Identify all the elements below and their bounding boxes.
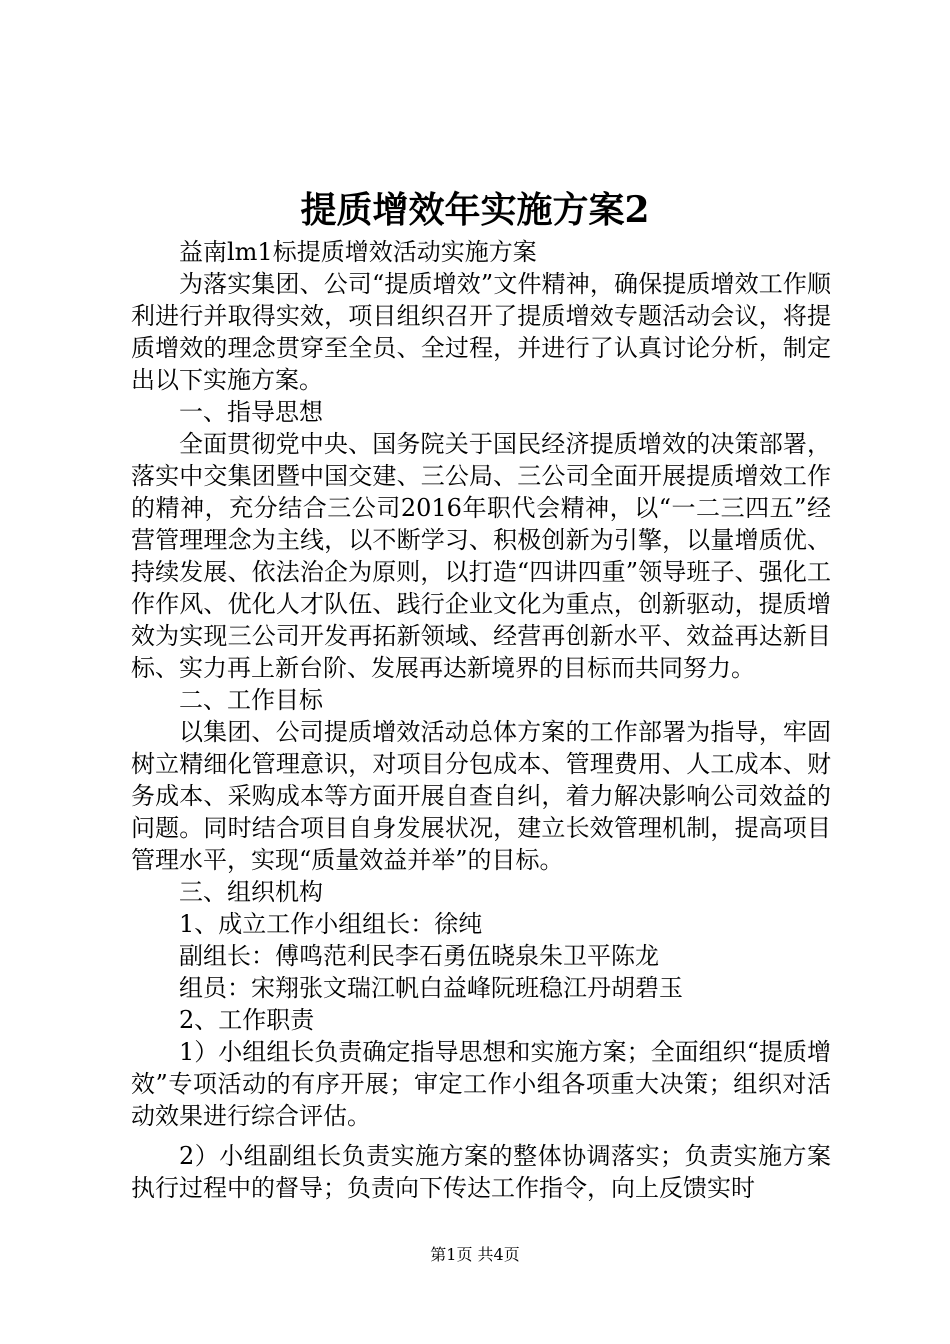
paragraph-team-members: 组员：宋翔张文瑞江帆白益峰阮班稳江丹胡碧玉 [179, 974, 683, 1002]
paragraph-work-goals: 以集团、公司提质增效活动总体方案的工作部署为指导，牢固树立精细化管理意识，对项目分包成本、管理费用、人工成本、财务成本、采购成本等方面开展自查自纠，着力解决影响公司效益的问题。同时结合项目自身发展状况，建立长效管理机制，提高项目管理水平，实现“质量效益并举”的目标。 [131, 718, 831, 874]
document-title: 提质增效年实施方案2 [300, 189, 650, 231]
paragraph-deputy-leaders: 副组长：傅鸣范利民李石勇伍晓泉朱卫平陈龙 [179, 942, 659, 970]
section-heading-guiding-ideology: 一、指导思想 [179, 398, 323, 426]
paragraph-subtitle: 益南lm1标提质增效活动实施方案 [179, 238, 537, 266]
page-number-footer: 第1页 共4页 [430, 1245, 520, 1264]
paragraph-team-leader: 1、成立工作小组组长：徐纯 [179, 910, 483, 938]
subsection-heading-duties: 2、工作职责 [179, 1006, 315, 1034]
section-heading-organization: 三、组织机构 [179, 878, 323, 906]
paragraph-duty-leader: 1）小组组长负责确定指导思想和实施方案；全面组织“提质增效”专项活动的有序开展；审定工作小组各项重大决策；组织对活动效果进行综合评估。 [131, 1038, 831, 1130]
document-body [131, 236, 831, 1204]
section-heading-work-goals: 二、工作目标 [179, 686, 323, 714]
paragraph-guiding-ideology: 全面贯彻党中央、国务院关于国民经济提质增效的决策部署，落实中交集团暨中国交建、三公局、三公司全面开展提质增效工作的精神，充分结合三公司2016年职代会精神，以“一二三四五”经营管理理念为主线，以不断学习、积极创新为引擎，以量增质优、持续发展、依法治企为原则，以打造“四讲四重”领导班子、强化工作作风、优化人才队伍、践行企业文化为重点，创新驱动，提质增效为实现三公司开发再拓新领域、经营再创新水平、效益再达新目标、实力再上新台阶、发展再达新境界的目标而共同努力。 [131, 430, 831, 682]
paragraph-intro: 为落实集团、公司“提质增效”文件精神，确保提质增效工作顺利进行并取得实效，项目组织召开了提质增效专题活动会议，将提质增效的理念贯穿至全员、全过程，并进行了认真讨论分析，制定出以下实施方案。 [131, 270, 831, 394]
paragraph-duty-deputy: 2）小组副组长负责实施方案的整体协调落实；负责实施方案执行过程中的督导；负责向下传达工作指令，向上反馈实时 [131, 1142, 831, 1202]
